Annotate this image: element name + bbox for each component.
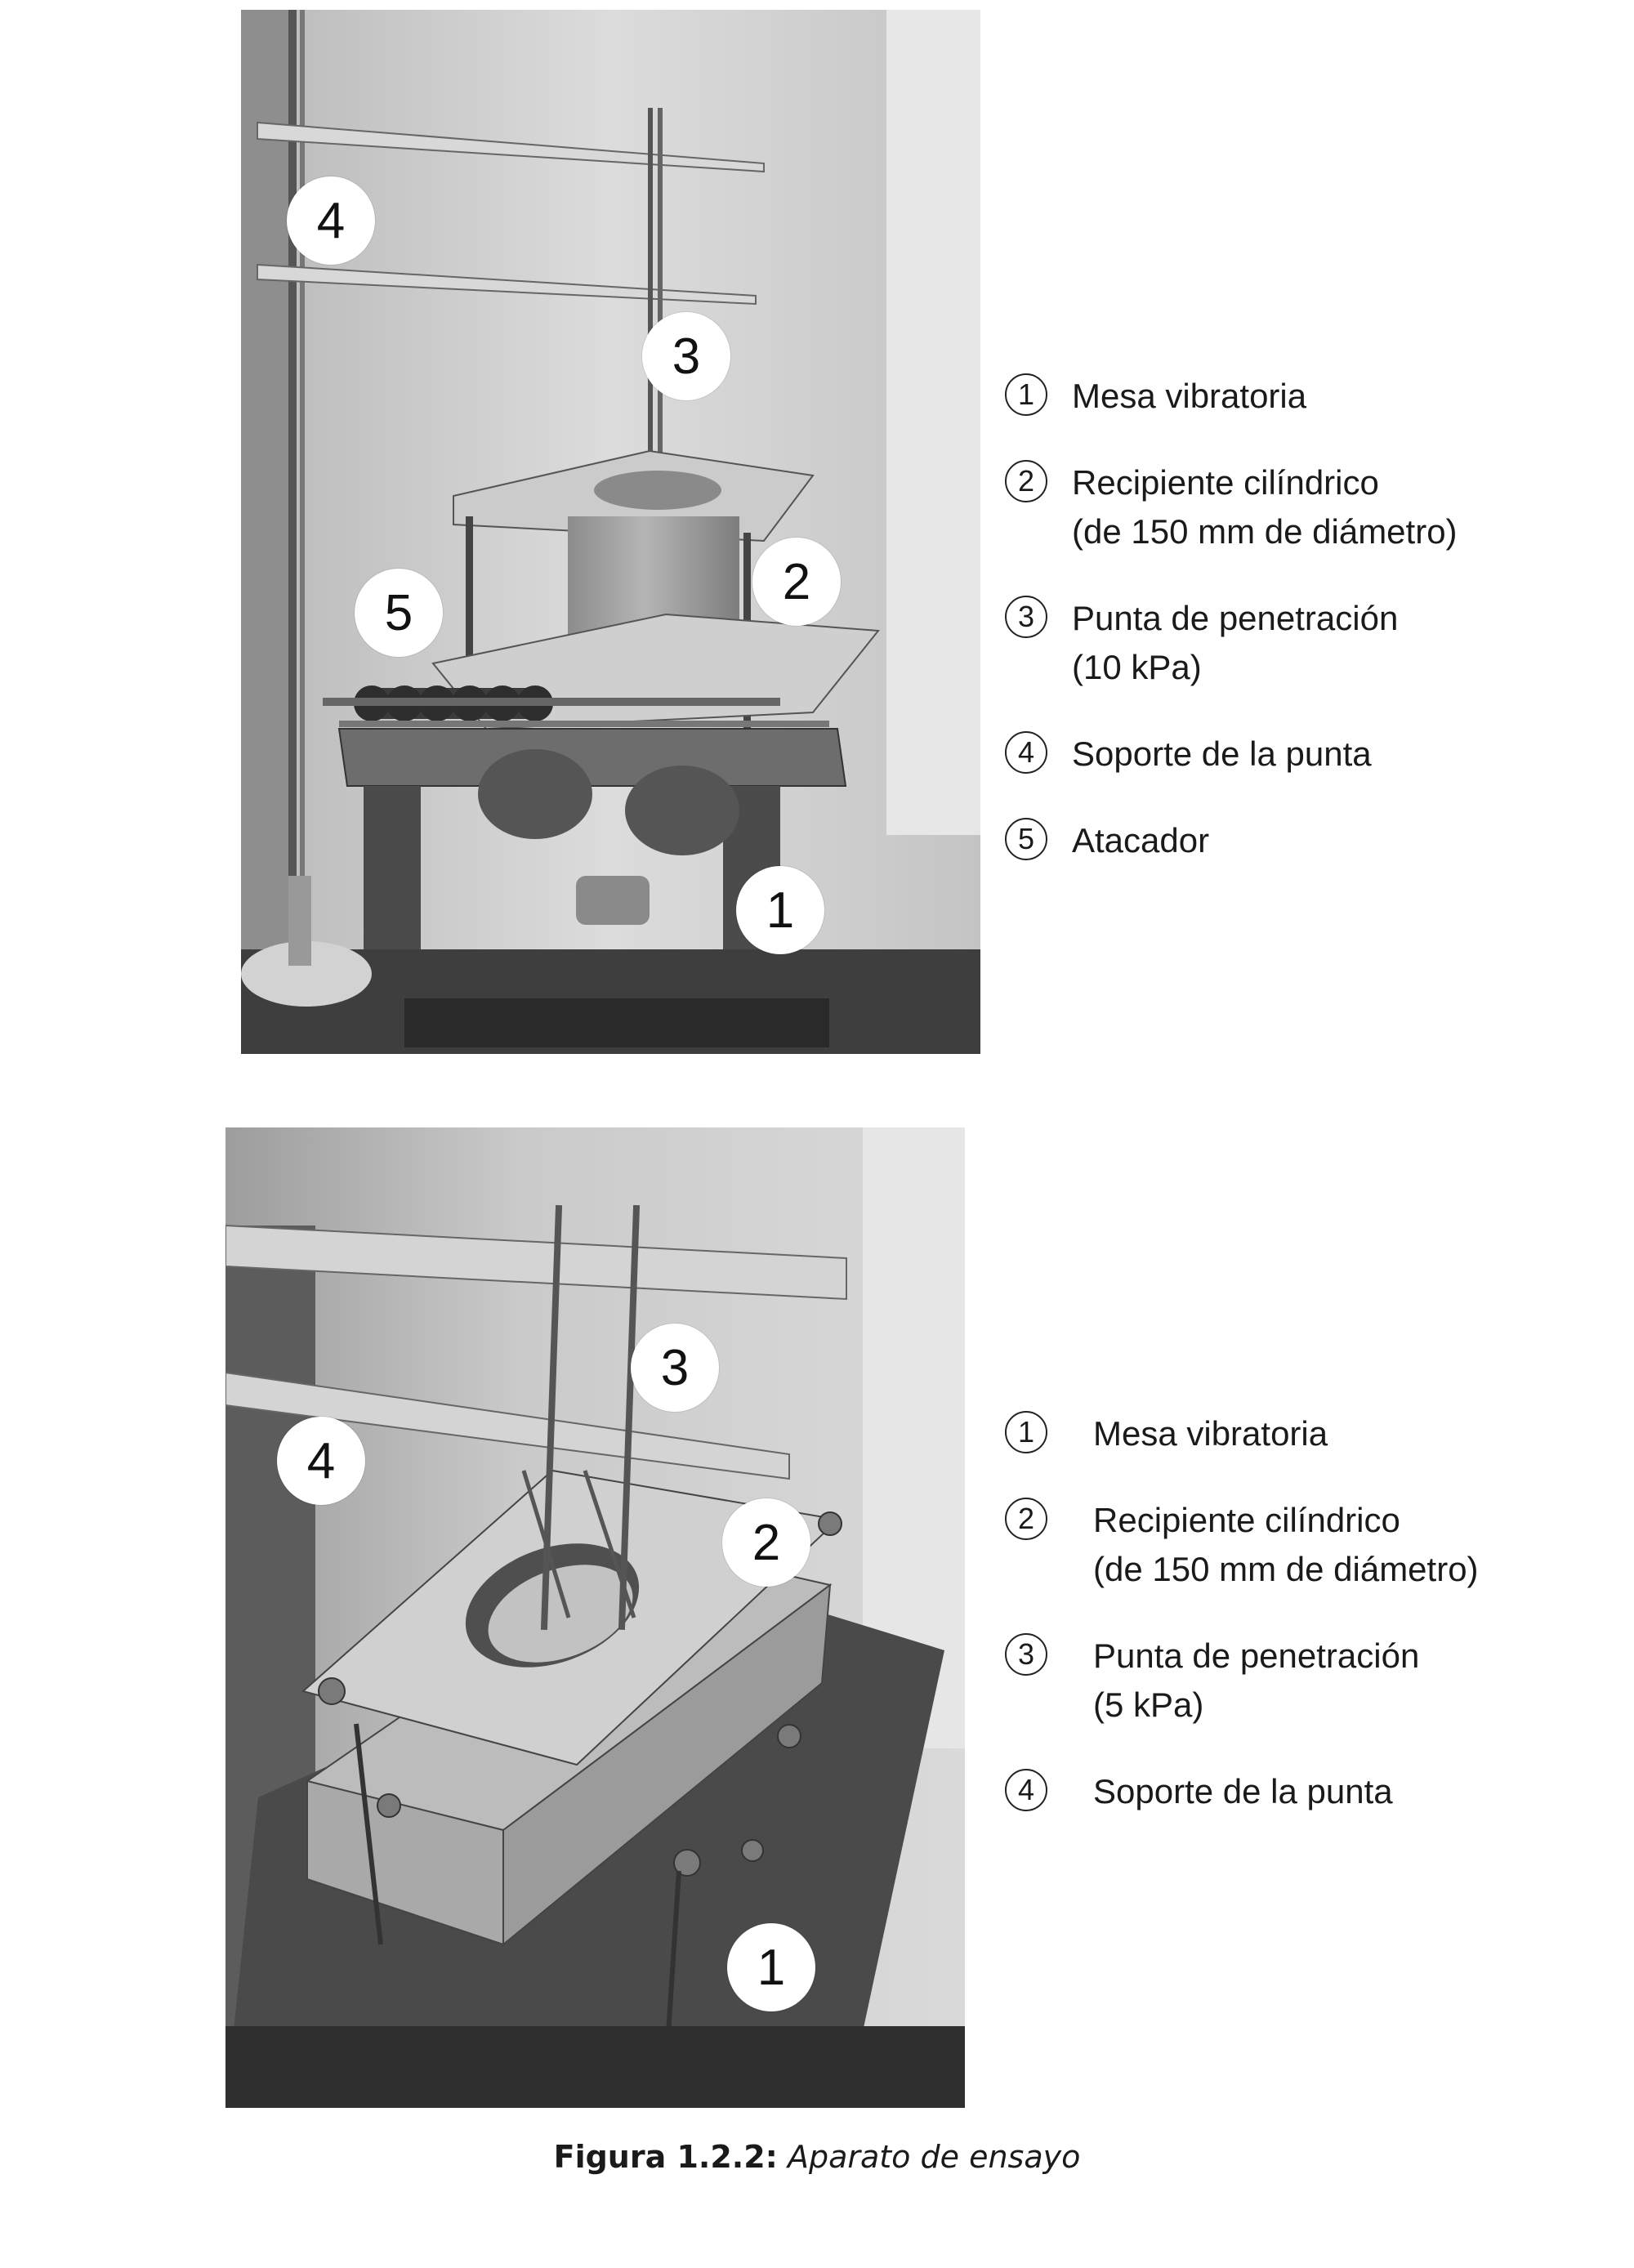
- top-legend-item-4: [1005, 730, 1458, 779]
- legend-line: Soporte de la punta: [1072, 734, 1372, 773]
- bottom-marker-4: 4: [277, 1417, 365, 1505]
- top-marker-2: 2: [752, 538, 841, 626]
- top-apparatus-photo: [241, 10, 980, 1054]
- bottom-marker-1: 1: [727, 1923, 815, 2011]
- legend-line: Punta de penetración: [1072, 599, 1399, 637]
- bottom-legend-item-2: [1005, 1496, 1479, 1594]
- bottom-legend-item-3: [1005, 1632, 1479, 1730]
- legend-text: [1093, 1767, 1393, 1816]
- bottom-legend-item-1: [1005, 1409, 1479, 1458]
- legend-number: 4: [1005, 1769, 1047, 1811]
- legend-number: 1: [1005, 1411, 1047, 1453]
- figure-caption: [0, 2139, 1634, 2175]
- top-legend-item-1: [1005, 372, 1458, 421]
- legend-line: (10 kPa): [1072, 648, 1202, 686]
- top-marker-4: 4: [287, 176, 375, 265]
- legend-number: 2: [1005, 460, 1047, 502]
- top-legend-item-2: [1005, 458, 1458, 556]
- legend-number: 2: [1005, 1498, 1047, 1540]
- legend-line: Atacador: [1072, 821, 1210, 859]
- legend-text: [1072, 458, 1458, 556]
- bottom-apparatus-photo: [225, 1127, 965, 2108]
- legend-number: 1: [1005, 373, 1047, 416]
- top-legend: [1005, 372, 1458, 903]
- legend-line: Soporte de la punta: [1093, 1772, 1393, 1810]
- legend-number: 4: [1005, 731, 1047, 774]
- caption-text: Aparato de ensayo: [787, 2139, 1081, 2175]
- legend-line: (de 150 mm de diámetro): [1072, 512, 1458, 551]
- bottom-marker-2: 2: [722, 1498, 810, 1587]
- top-photo-illustration: [241, 10, 980, 1054]
- legend-text: [1072, 372, 1306, 421]
- legend-text: [1072, 816, 1209, 865]
- bottom-legend: [1005, 1409, 1479, 1854]
- legend-text: [1093, 1409, 1328, 1458]
- bottom-legend-item-4: [1005, 1767, 1479, 1816]
- legend-text: [1093, 1632, 1419, 1730]
- top-legend-item-5: [1005, 816, 1458, 865]
- legend-line: (5 kPa): [1093, 1685, 1204, 1724]
- legend-line: Mesa vibratoria: [1093, 1414, 1328, 1453]
- bottom-photo-illustration: [225, 1127, 965, 2108]
- top-marker-3: 3: [642, 312, 730, 400]
- legend-line: Punta de penetración: [1093, 1636, 1420, 1675]
- legend-line: Recipiente cilíndrico: [1093, 1501, 1400, 1539]
- legend-line: Recipiente cilíndrico: [1072, 463, 1379, 502]
- top-legend-item-3: [1005, 594, 1458, 692]
- legend-number: 5: [1005, 818, 1047, 860]
- top-marker-5: 5: [355, 569, 443, 657]
- caption-label: Figura 1.2.2:: [553, 2139, 778, 2175]
- legend-number: 3: [1005, 1633, 1047, 1676]
- legend-text: [1093, 1496, 1479, 1594]
- legend-line: Mesa vibratoria: [1072, 377, 1307, 415]
- legend-number: 3: [1005, 596, 1047, 638]
- legend-line: (de 150 mm de diámetro): [1093, 1550, 1479, 1588]
- legend-text: [1072, 730, 1372, 779]
- bottom-marker-3: 3: [631, 1324, 719, 1412]
- legend-text: [1072, 594, 1398, 692]
- top-marker-1: 1: [736, 866, 824, 954]
